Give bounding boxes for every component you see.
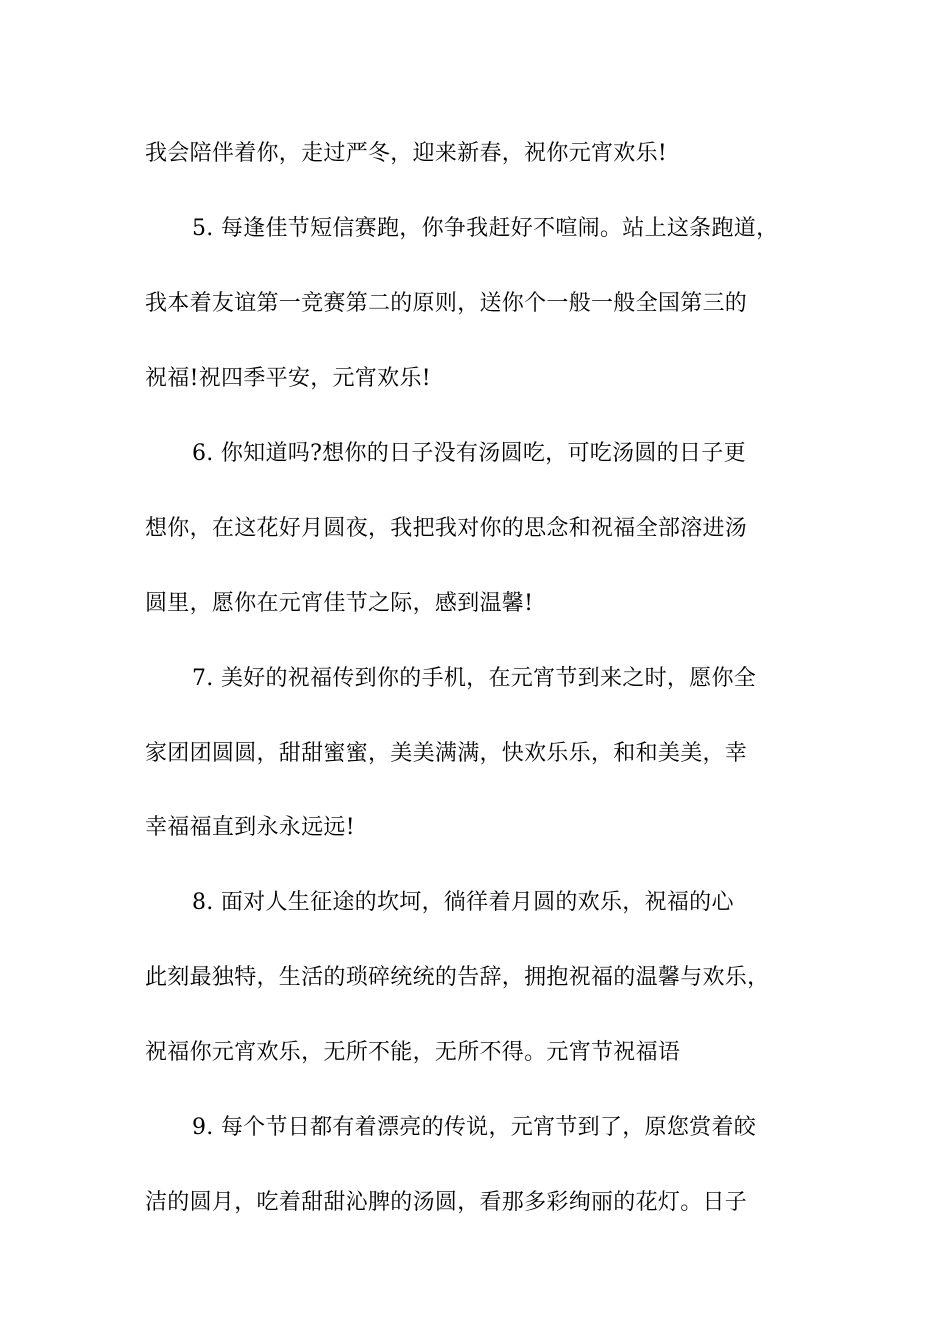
text-line: 7. 美好的祝福传到你的手机，在元宵节到来之时，愿你全 [192,666,757,691]
text-line: 祝福!祝四季平安，元宵欢乐! [145,366,431,391]
text-line: 家团团圆圆，甜甜蜜蜜，美美满满，快欢乐乐，和和美美，幸 [145,741,748,766]
text-line: 此刻最独特，生活的琐碎统统的告辞，拥抱祝福的温馨与欢乐， [145,965,770,990]
text-line: 我本着友谊第一竞赛第二的原则，送你个一般一般全国第三的 [145,291,748,316]
text-line: 我会陪伴着你，走过严冬，迎来新春，祝你元宵欢乐! [145,141,668,166]
text-line: 幸福福直到永永远远! [145,815,355,840]
text-line: 9. 每个节日都有着漂亮的传说，元宵节到了，原您赏着皎 [192,1115,757,1140]
text-line: 想你，在这花好月圆夜，我把我对你的思念和祝福全部溶进汤 [145,516,748,541]
text-line: 6. 你知道吗?想你的日子没有汤圆吃，可吃汤圆的日子更 [192,441,746,466]
text-line: 5. 每逢佳节短信赛跑，你争我赶好不喧闹。站上这条跑道， [192,216,779,241]
text-line: 8. 面对人生征途的坎坷，徜徉着月圆的欢乐，祝福的心 [192,890,734,915]
text-line: 洁的圆月，吃着甜甜沁脾的汤圆，看那多彩绚丽的花灯。日子 [145,1190,748,1215]
text-line: 圆里，愿你在元宵佳节之际，感到温馨! [145,591,534,616]
text-line: 祝福你元宵欢乐，无所不能，无所不得。元宵节祝福语 [145,1040,681,1065]
